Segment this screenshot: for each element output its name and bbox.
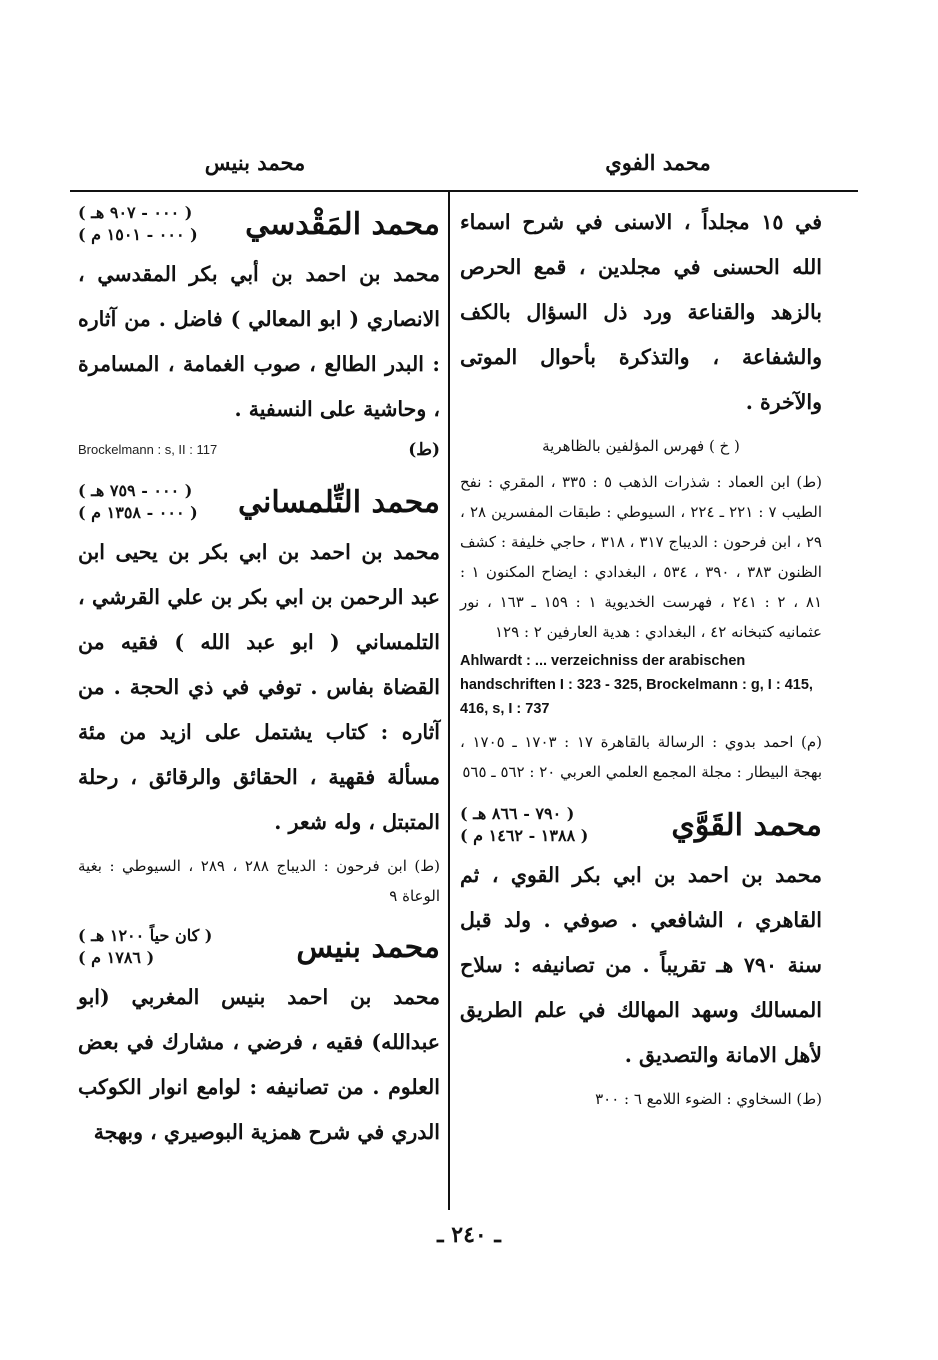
dates-gregorian: ( ١٣٨٨ - ١٤٦٢ م )	[460, 826, 589, 845]
entry-body: محمد بن احمد بنيس المغربي (ابو عبدالله) فقيه ، فرضي ، مشارك في بعض العلوم . من تصانيفه : لوامع انوار الكوكب الدري في شرح همزية البوصيري ، وبهجة	[78, 985, 440, 1144]
left-column	[78, 200, 440, 1155]
running-header-left: محمد بنيس	[204, 150, 306, 175]
page-number: ـ ٢٤٠ ـ	[437, 1222, 501, 1248]
entry-dates	[78, 480, 198, 524]
entry-body: محمد بن احمد بن أبي بكر المقدسي ، الانصاري ( ابو المعالي ) فاضل . من آثاره : البدر الطالع ، صوب الغمامة ، المسامرة ، وحاشية على النسفية .	[78, 262, 440, 421]
entry-heading	[460, 803, 822, 847]
column-divider	[448, 190, 450, 1210]
dates-hijri: ( ٧٩٠ - ٨٦٦ هـ )	[460, 804, 575, 823]
entry-name: محمد المَقْدسي	[245, 206, 440, 242]
latin-reference: Brockelmann : s, II : 117	[78, 442, 218, 457]
dates-gregorian: ( ١٧٨٦ م )	[78, 948, 155, 967]
entry-dates	[78, 202, 198, 246]
entry-body: محمد بن احمد بن ابي بكر القوي ، ثم القاهري ، الشافعي . صوفي . ولد قبل سنة ٧٩٠ هـ تقريباً . من تصانيفه : سلاح المسالك وسهد المهالك في علم الطريق لأهل الامانة والتصديق .	[460, 863, 822, 1067]
entry-heading	[78, 480, 440, 524]
source-marker: (ط)	[408, 440, 440, 460]
header-rule	[70, 190, 858, 192]
continuation-text: في ١٥ مجلداً ، الاسنى في شرح اسماء الله الحسنى في مجلدين ، قمع الحرص بالزهد والقناعة ورد ذل السؤال بالكف والشفاعة ، والتذكرة بأحوال الموتى والآخرة .	[460, 210, 822, 414]
running-header-right: محمد الفوي	[605, 150, 711, 175]
dates-gregorian: ( ٠٠٠ - ١٥٠١ م )	[78, 225, 198, 244]
modern-sources: (م) احمد بدوي : الرسالة بالقاهرة ١٧ : ١٧٠٣ ـ ١٧٠٥ ، بهجة البيطار : مجلة المجمع العلمي العربي ٢٠ : ٥٦٢ ـ ٥٦٥	[460, 733, 822, 781]
dates-gregorian: ( ٠٠٠ - ١٣٥٨ م )	[78, 503, 198, 522]
right-column	[460, 200, 822, 1116]
dates-hijri: ( ٠٠٠ - ٩٠٧ هـ )	[78, 203, 193, 222]
dates-hijri: ( ٠٠٠ - ٧٥٩ هـ )	[78, 481, 193, 500]
entry-sources	[78, 438, 440, 462]
entry-name: محمد التِّلمساني	[237, 484, 440, 520]
entry-name: محمد القَوَّي	[671, 807, 822, 843]
dates-hijri: ( كان حياً ١٢٠٠ هـ )	[78, 926, 213, 945]
latin-reference: Ahlwardt : ... verzeichniss der arabischen handschriften I : 323 - 325, Brockelmann : g, I : 415, 416, s, I : 737	[460, 653, 813, 717]
manuscript-reference: ( خ ) فهرس المؤلفين بالظاهرية	[542, 437, 740, 455]
entry-sources: (ط) السخاوي : الضوء اللامع ٦ : ٣٠٠	[595, 1090, 822, 1108]
entry-dates	[460, 803, 588, 847]
entry-name: محمد بنيس	[296, 929, 440, 965]
entry-heading	[78, 202, 440, 246]
entry-sources: (ط) ابن فرحون : الديباج ٢٨٨ ، ٢٨٩ ، السيوطي : بغية الوعاة ٩	[78, 857, 440, 905]
entry-heading	[78, 925, 440, 969]
entry-dates	[78, 925, 212, 969]
printed-sources: (ط) ابن العماد : شذرات الذهب ٥ : ٣٣٥ ، المقري : نفح الطيب ٧ : ٢٢١ ـ ٢٢٤ ، السيوطي : طبقات المفسرين ٢٨ ، ٢٩ ، ابن فرحون : الديباج ٣١٧ ، ٣١٨ ، حاجي خليفة : كشف الظنون ٣٨٣ ، ٣٩٠ ، ٥٣٤ ، البغدادي : ايضاح المكنون ١ : ٨١ ، ٢ : ٢٤١ ، فهرست الخديوية ١ : ١٥٩ ـ ١٦٣ ، نور عثمانيه كتبخانه ٤٢ ، البغدادي : هدية العارفين ٢ : ١٢٩	[460, 473, 823, 641]
entry-body: محمد بن احمد بن ابي بكر بن يحيى ابن عبد الرحمن بن ابي بكر بن علي القرشي ، التلمساني ( ابو عبد الله ) فقيه من القضاة بفاس . توفي في ذي الحجة . من آثاره : كتاب يشتمل على ازيد من مئة مسألة فقهية ، الحقائق والرقائق ، رحلة المتبتل ، وله شعر .	[78, 540, 440, 834]
